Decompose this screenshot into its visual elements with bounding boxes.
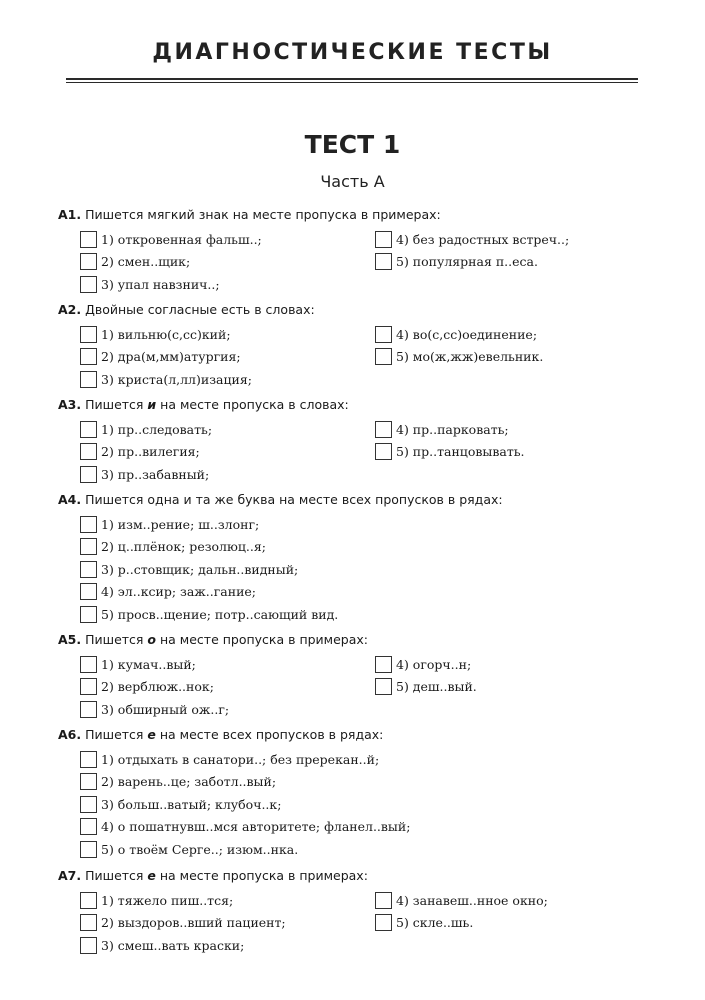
answer-option-text: 2) ц..плёнок; резолюц..я; xyxy=(101,539,266,554)
answer-checkbox[interactable] xyxy=(80,326,97,343)
answer-option[interactable] xyxy=(375,891,548,910)
answer-option[interactable] xyxy=(80,817,410,836)
answer-option-text: 3) упал навзнич..; xyxy=(101,277,220,292)
answer-option-text: 5) пр..танцовывать. xyxy=(396,444,525,459)
answer-checkbox[interactable] xyxy=(375,421,392,438)
answer-option[interactable] xyxy=(80,465,209,484)
answer-option[interactable] xyxy=(80,891,233,910)
question-text-after: на месте пропуска в словах: xyxy=(156,397,349,412)
answer-checkbox[interactable] xyxy=(375,231,392,248)
answer-option-text: 4) во(с,сс)оединение; xyxy=(396,327,538,342)
question-emphasis-letter: е xyxy=(147,727,156,742)
answer-option[interactable] xyxy=(80,230,262,249)
answer-option-text: 5) деш..вый. xyxy=(396,679,477,694)
question-text-after: на месте пропуска в примерах: xyxy=(156,632,369,647)
answer-option-text: 3) смеш..вать краски; xyxy=(101,938,245,953)
question-text-before: Пишется мягкий знак на месте пропуска в примерах: xyxy=(85,207,441,222)
answer-checkbox[interactable] xyxy=(80,276,97,293)
answer-checkbox[interactable] xyxy=(375,678,392,695)
answer-option-text: 4) о пошатнувш..мся авторитете; фланел..вый; xyxy=(101,819,411,834)
part-title: Часть А xyxy=(320,172,385,191)
answer-option-text: 1) тяжело пиш..тся; xyxy=(101,893,234,908)
answer-option-text: 5) мо(ж,жж)евельник. xyxy=(396,349,544,364)
answer-option-text: 3) больш..ватый; клубоч..к; xyxy=(101,797,282,812)
answer-checkbox[interactable] xyxy=(80,348,97,365)
answer-option-text: 1) изм..рение; ш..злонг; xyxy=(101,517,260,532)
answer-option[interactable] xyxy=(80,605,338,624)
answer-option-text: 2) варень..це; заботл..вый; xyxy=(101,774,277,789)
answer-checkbox[interactable] xyxy=(80,937,97,954)
answer-option-text: 4) эл..ксир; заж..гание; xyxy=(101,584,257,599)
answer-checkbox[interactable] xyxy=(80,538,97,555)
answer-option[interactable] xyxy=(375,420,509,439)
answer-option[interactable] xyxy=(80,347,241,366)
answer-option[interactable] xyxy=(80,795,281,814)
answer-option-text: 2) выздоров..вший пациент; xyxy=(101,915,286,930)
answer-checkbox[interactable] xyxy=(80,583,97,600)
answer-option[interactable] xyxy=(80,840,298,859)
answer-checkbox[interactable] xyxy=(80,561,97,578)
answer-option-text: 5) популярная п..еса. xyxy=(396,254,538,269)
answer-checkbox[interactable] xyxy=(375,348,392,365)
question-text xyxy=(58,302,315,317)
answer-option-text: 3) пр..забавный; xyxy=(101,467,210,482)
answer-checkbox[interactable] xyxy=(80,516,97,533)
answer-option-text: 2) дра(м,мм)атургия; xyxy=(101,349,241,364)
answer-option[interactable] xyxy=(80,515,259,534)
answer-option[interactable] xyxy=(375,230,569,249)
answer-checkbox[interactable] xyxy=(375,443,392,460)
question-emphasis-letter: и xyxy=(147,397,157,412)
answer-option[interactable] xyxy=(375,442,525,461)
question-emphasis-letter: е xyxy=(147,868,156,883)
answer-option-text: 4) без радостных встреч..; xyxy=(396,232,570,247)
answer-option[interactable] xyxy=(375,913,473,932)
test-title: ТЕСТ 1 xyxy=(304,130,401,159)
answer-option[interactable] xyxy=(80,442,200,461)
question-text-before: Пишется xyxy=(85,632,148,647)
answer-checkbox[interactable] xyxy=(80,606,97,623)
answer-checkbox[interactable] xyxy=(80,371,97,388)
question-number: А5. xyxy=(58,632,82,647)
question-number: А7. xyxy=(58,868,82,883)
answer-option[interactable] xyxy=(80,325,231,344)
answer-option-text: 3) обширный ож..г; xyxy=(101,702,230,717)
answer-option[interactable] xyxy=(375,252,538,271)
answer-checkbox[interactable] xyxy=(80,818,97,835)
answer-option-text: 1) вильню(с,сс)кий; xyxy=(101,327,231,342)
answer-checkbox[interactable] xyxy=(80,751,97,768)
question-text xyxy=(58,207,441,222)
question-emphasis-letter: о xyxy=(147,632,157,647)
question-text xyxy=(58,492,503,507)
answer-checkbox[interactable] xyxy=(80,773,97,790)
question-number: А6. xyxy=(58,727,82,742)
question-text-before: Пишется xyxy=(85,727,148,742)
answer-option[interactable] xyxy=(80,370,252,389)
answer-option[interactable] xyxy=(80,582,256,601)
question-text xyxy=(58,397,349,412)
question-text-before: Пишется одна и та же буква на месте всех пропусков в рядах: xyxy=(85,492,503,507)
answer-checkbox[interactable] xyxy=(375,914,392,931)
answer-option-text: 4) пр..парковать; xyxy=(396,422,509,437)
answer-checkbox[interactable] xyxy=(80,914,97,931)
answer-option-text: 5) просв..щение; потр..сающий вид. xyxy=(101,607,339,622)
answer-option[interactable] xyxy=(80,560,298,579)
answer-option-text: 5) о твоём Серге..; изюм..нка. xyxy=(101,842,299,857)
answer-option[interactable] xyxy=(80,275,220,294)
answer-option-text: 1) откровенная фальш..; xyxy=(101,232,262,247)
answer-option-text: 1) кумач..вый; xyxy=(101,657,196,672)
answer-option[interactable] xyxy=(80,537,266,556)
answer-option-text: 4) занавеш..нное окно; xyxy=(396,893,548,908)
question-number: А4. xyxy=(58,492,82,507)
answer-checkbox[interactable] xyxy=(80,796,97,813)
answer-checkbox[interactable] xyxy=(80,656,97,673)
answer-option-text: 4) огорч..н; xyxy=(396,657,472,672)
answer-option[interactable] xyxy=(375,655,471,674)
answer-option[interactable] xyxy=(375,347,543,366)
answer-checkbox[interactable] xyxy=(80,421,97,438)
section-header: ДИАГНОСТИЧЕСКИЕ ТЕСТЫ xyxy=(152,40,553,65)
answer-option[interactable] xyxy=(80,252,190,271)
answer-option[interactable] xyxy=(375,325,537,344)
question-text-after: на месте пропуска в примерах: xyxy=(155,868,368,883)
question-text-after: на месте всех пропусков в рядах: xyxy=(155,727,384,742)
answer-option-text: 2) пр..вилегия; xyxy=(101,444,200,459)
answer-option[interactable] xyxy=(375,677,477,696)
answer-checkbox[interactable] xyxy=(80,231,97,248)
answer-option[interactable] xyxy=(80,677,214,696)
question-text xyxy=(58,632,368,647)
answer-checkbox[interactable] xyxy=(80,253,97,270)
answer-option[interactable] xyxy=(80,772,276,791)
question-number: А1. xyxy=(58,207,82,222)
question-text-before: Двойные согласные есть в словах: xyxy=(85,302,315,317)
answer-option-text: 5) скле..шь. xyxy=(396,915,474,930)
answer-checkbox[interactable] xyxy=(80,678,97,695)
answer-checkbox[interactable] xyxy=(80,701,97,718)
answer-option-text: 1) отдыхать в санатори..; без пререкан..й; xyxy=(101,752,380,767)
answer-checkbox[interactable] xyxy=(375,253,392,270)
question-text xyxy=(58,868,368,883)
question-text xyxy=(58,727,383,742)
answer-option[interactable] xyxy=(80,936,244,955)
answer-checkbox[interactable] xyxy=(80,443,97,460)
answer-checkbox[interactable] xyxy=(375,892,392,909)
answer-option[interactable] xyxy=(80,750,379,769)
question-text-before: Пишется xyxy=(85,868,148,883)
answer-checkbox[interactable] xyxy=(80,892,97,909)
answer-checkbox[interactable] xyxy=(80,841,97,858)
answer-option[interactable] xyxy=(80,655,196,674)
answer-option-text: 3) криста(л,лл)изация; xyxy=(101,372,252,387)
question-number: А3. xyxy=(58,397,82,412)
answer-option[interactable] xyxy=(80,913,286,932)
answer-checkbox[interactable] xyxy=(375,656,392,673)
answer-checkbox[interactable] xyxy=(375,326,392,343)
answer-option[interactable] xyxy=(80,700,229,719)
answer-option-text: 1) пр..следовать; xyxy=(101,422,213,437)
answer-option-text: 2) верблюж..нок; xyxy=(101,679,214,694)
answer-checkbox[interactable] xyxy=(80,466,97,483)
answer-option-text: 2) смен..щик; xyxy=(101,254,191,269)
answer-option-text: 3) р..стовщик; дальн..видный; xyxy=(101,562,299,577)
question-text-before: Пишется xyxy=(85,397,148,412)
question-number: А2. xyxy=(58,302,82,317)
answer-option[interactable] xyxy=(80,420,212,439)
